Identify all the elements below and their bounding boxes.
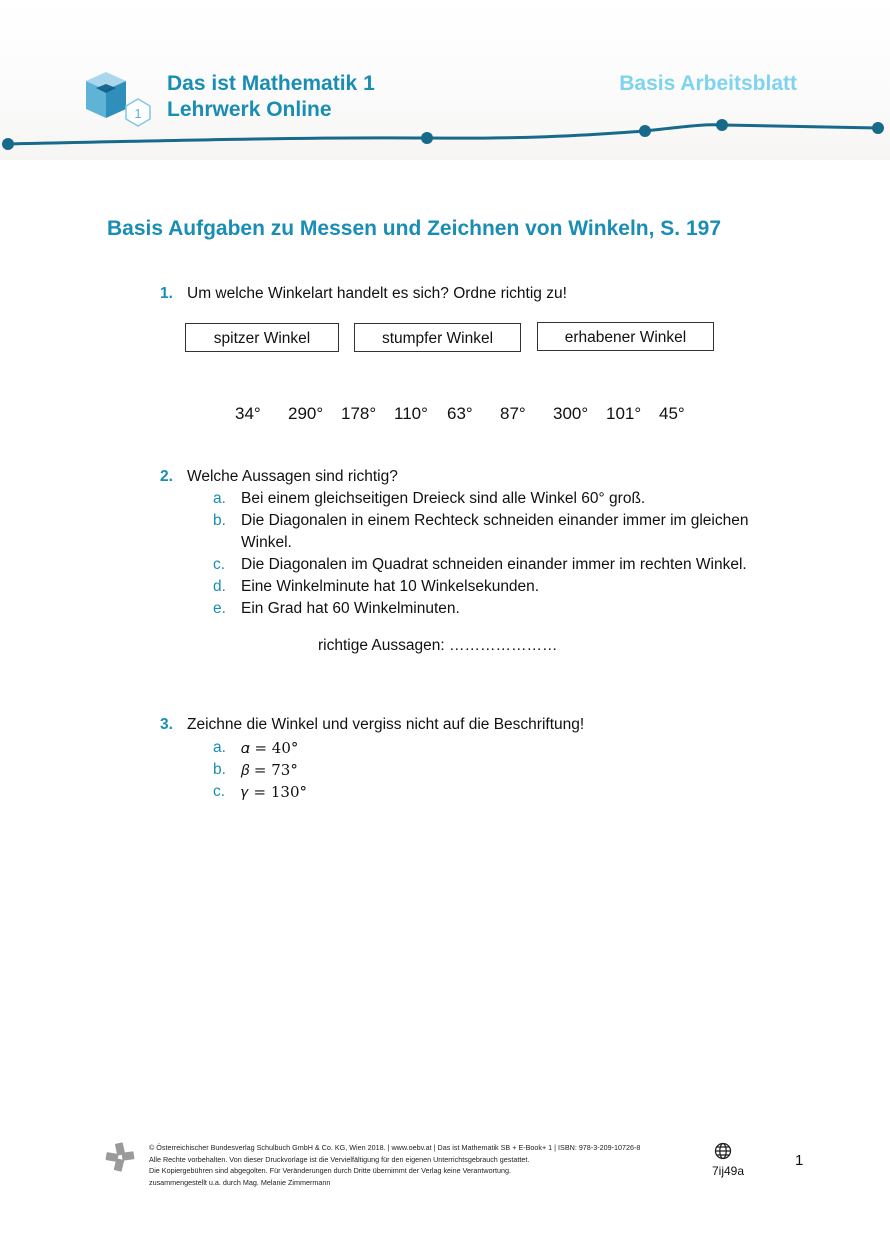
- statement-c: Die Diagonalen im Quadrat schneiden einander immer im rechten Winkel.: [241, 556, 747, 573]
- item-letter: b.: [213, 512, 226, 529]
- category-box-erhaben: erhabener Winkel: [537, 322, 714, 351]
- footer-line: zusammengestellt u.a. durch Mag. Melanie Zimmermann: [149, 1177, 331, 1187]
- item-letter: e.: [213, 600, 226, 617]
- angle-value: 63°: [447, 404, 473, 423]
- line-dot: [872, 122, 884, 134]
- angle-alpha: 𝛼 = 40°: [241, 739, 299, 757]
- page-number: 1: [795, 1152, 804, 1169]
- line-dot: [421, 132, 433, 144]
- angle-value: 34°: [235, 404, 261, 423]
- item-letter: b.: [213, 761, 226, 778]
- angle-value: 45°: [659, 404, 685, 423]
- line-dot: [639, 125, 651, 137]
- book-subtitle: Lehrwerk Online: [167, 98, 332, 121]
- item-letter: c.: [213, 783, 226, 800]
- statement-a: Bei einem gleichseitigen Dreieck sind alle Winkel 60° groß.: [241, 490, 646, 507]
- footer-line: Die Kopiergebühren sind abgegolten. Für Veränderungen durch Dritte übernimmt der Verlag keine Verantwortung.: [149, 1166, 511, 1175]
- category-box-stumpf: stumpfer Winkel: [354, 323, 521, 352]
- angle-beta: 𝛽 = 73°: [241, 761, 298, 779]
- item-letter: c.: [213, 556, 226, 573]
- angle-value: 87°: [500, 404, 526, 423]
- globe-icon: [714, 1142, 732, 1160]
- worksheet-badge: Basis Arbeitsblatt: [619, 72, 797, 95]
- angle-value: 178°: [341, 404, 377, 423]
- task2-question: Welche Aussagen sind richtig?: [187, 468, 398, 485]
- footer-line: © Österreichischer Bundesverlag Schulbuch GmbH & Co. KG, Wien 2018. | www.oebv.at | Das ist Mathematik SB + E-Book+ 1 | ISBN: 978-3-209-10726-8: [149, 1143, 641, 1152]
- footer-line: Alle Rechte vorbehalten. Von dieser Druckvorlage ist die Vervielfältigung für den eigenen Unterrichtsgebrauch gestattet.: [149, 1154, 530, 1164]
- angle-gamma: 𝛾 = 130°: [241, 783, 308, 801]
- angle-value: 110°: [394, 404, 428, 423]
- item-letter: d.: [213, 578, 226, 595]
- category-box-spitz: spitzer Winkel: [185, 323, 339, 352]
- angle-value: 101°: [606, 404, 642, 423]
- logo-number: 1: [134, 106, 142, 121]
- line-dot: [716, 119, 728, 131]
- task2-number: 2.: [160, 468, 173, 485]
- task1-number: 1.: [160, 285, 173, 302]
- statement-b-cont: Winkel.: [241, 534, 292, 551]
- book-title: Das ist Mathematik 1: [167, 72, 375, 95]
- answer-line: richtige Aussagen: …………………: [318, 637, 558, 654]
- header-line: [0, 110, 890, 155]
- statement-e: Ein Grad hat 60 Winkelminuten.: [241, 600, 460, 617]
- page-title: Basis Aufgaben zu Messen und Zeichnen von Winkeln, S. 197: [107, 217, 721, 240]
- statement-d: Eine Winkelminute hat 10 Winkelsekunden.: [241, 578, 540, 595]
- task3-number: 3.: [160, 716, 173, 733]
- line-dot: [2, 138, 14, 150]
- online-code: 7ij49a: [712, 1164, 745, 1178]
- task1-question: Um welche Winkelart handelt es sich? Ordne richtig zu!: [187, 285, 567, 302]
- statement-b: Die Diagonalen in einem Rechteck schneiden einander immer im gleichen: [241, 512, 749, 529]
- angle-value: 290°: [288, 404, 324, 423]
- footer-legal: [149, 1142, 640, 1188]
- task3-question: Zeichne die Winkel und vergiss nicht auf die Beschriftung!: [187, 716, 585, 733]
- angle-value: 300°: [553, 404, 589, 423]
- publisher-logo-icon: [104, 1141, 136, 1173]
- item-letter: a.: [213, 739, 226, 756]
- item-letter: a.: [213, 490, 226, 507]
